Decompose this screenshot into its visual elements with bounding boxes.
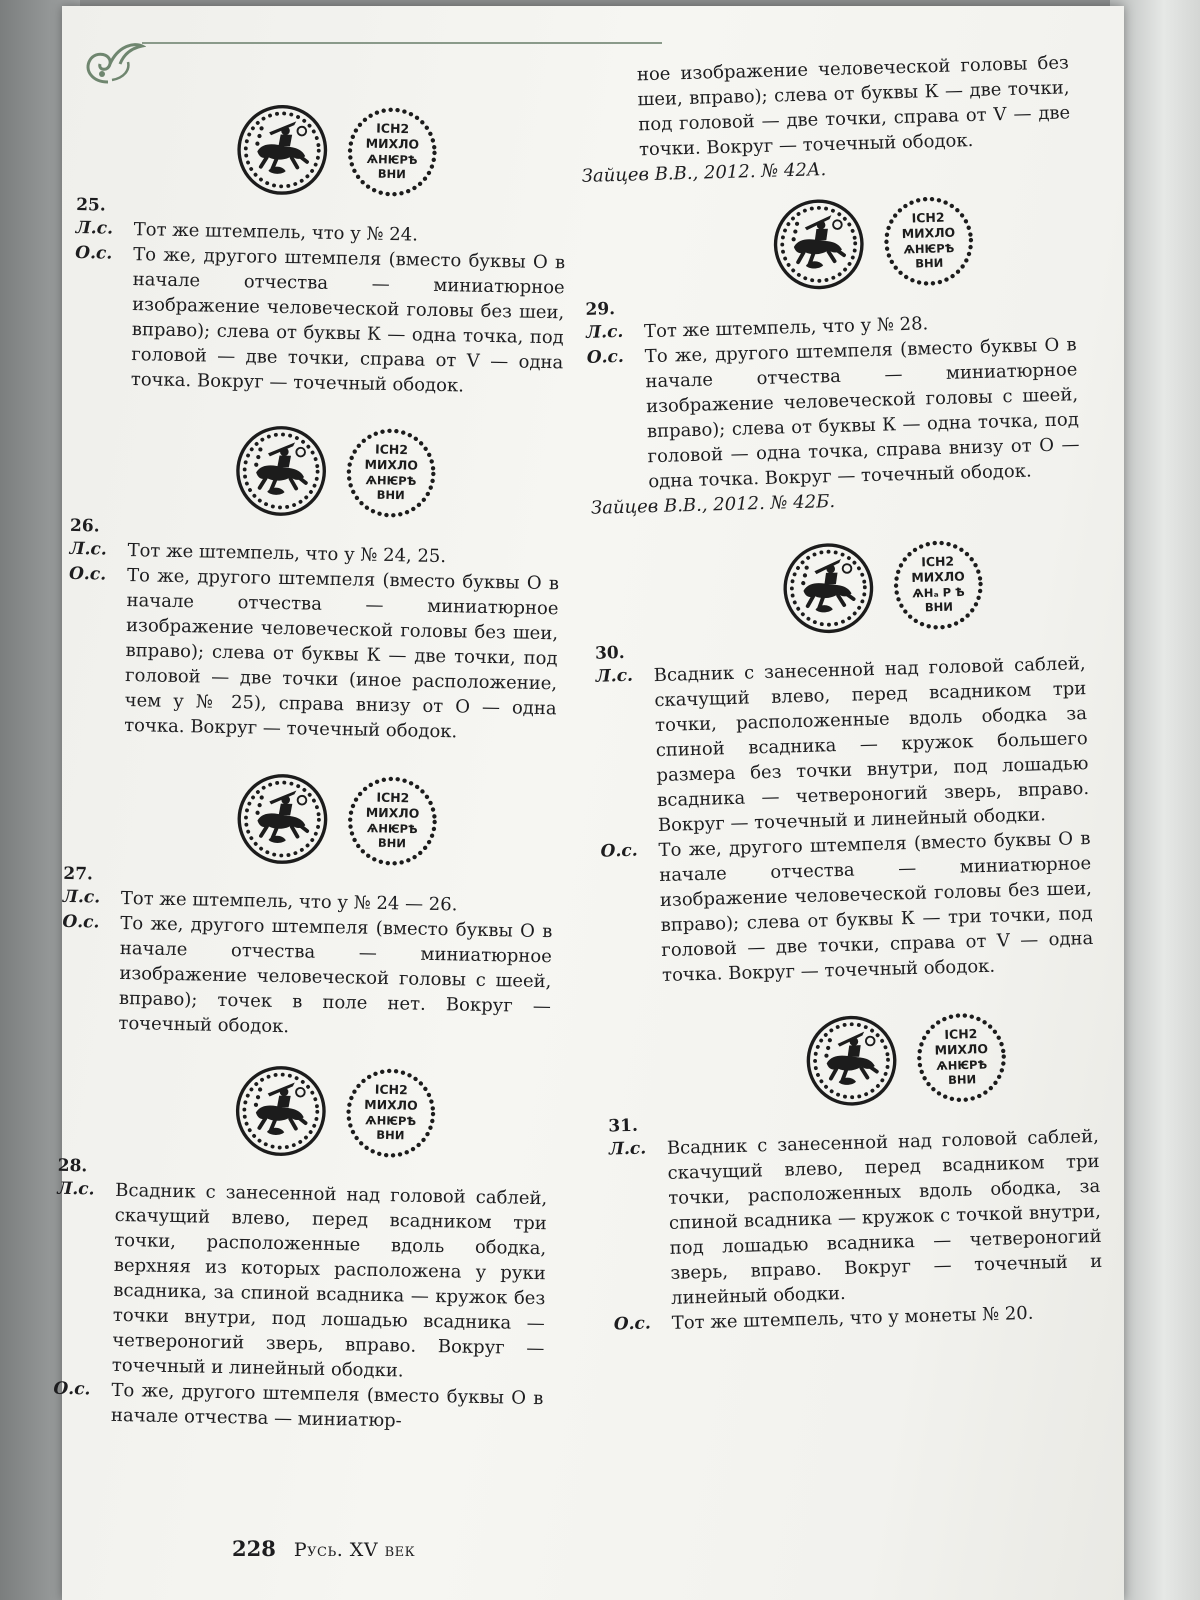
coin-reverse-inscription (342, 424, 440, 522)
coin-legend-line: ВНИ (376, 487, 405, 503)
coin-legend-line: МИХЛО (365, 804, 420, 821)
reverse-label: О.с. (53, 1378, 91, 1400)
catalog-entry-25 (73, 194, 567, 400)
catalog-entry-27 (60, 863, 553, 1044)
coin-legend-line: МИХЛО (365, 135, 420, 152)
coin-legend-line: МИХЛО (934, 1041, 989, 1058)
entry-28-continuation: ное изображение человеческой головы без шеи, вправо); слева от буквы К — две точки, под головой — две точки, справа от V — две точки. Вокруг — точечный ободок. (636, 52, 1071, 161)
coin-legend-line: ѦНѤРѢ (366, 821, 418, 837)
obverse-label: Л.с. (585, 321, 624, 343)
reverse-text: Тот же штемпель, что у монеты № 20. (671, 1302, 1034, 1334)
obverse-text: Всадник с занесенной над головой саблей, скачущий влево, перед всадником три точки, расположенные вдоль ободка, верхняя из которых расположена у руки всадника, за спиной всадника — кружок без точки внутри, под лошадью всадника — четвероногий зверь, вправо. Вокруг — точечный и линейный ободки. (111, 1179, 548, 1382)
coin-legend-line: ІСН2 (911, 209, 945, 226)
obverse-text: Тот же штемпель, что у № 28. (643, 313, 929, 343)
obverse-label: Л.с. (608, 1138, 647, 1160)
coin-pair-29 (583, 189, 1075, 299)
catalog-entry-26 (66, 515, 560, 746)
obverse-label: Л.с. (75, 217, 114, 239)
coin-legend-line: МИХЛО (364, 1096, 418, 1113)
coin-pair-27 (64, 767, 556, 872)
obverse-label: Л.с. (57, 1178, 95, 1200)
coin-legend-line: ВНИ (377, 166, 406, 182)
coin-legend-line: ВНИ (377, 835, 407, 851)
catalog-entry-29 (585, 285, 1081, 521)
catalog-entry-28 (53, 1155, 548, 1436)
page-footer (232, 1536, 415, 1561)
coin-legend-line: ѦНѤРѢ (903, 241, 955, 257)
obverse-text: Тот же штемпель, что у № 24. (133, 219, 419, 246)
coin-pair-31 (605, 1006, 1097, 1116)
coin-legend-line: МИХЛО (901, 224, 956, 242)
coin-obverse-horseman-icon (779, 539, 878, 638)
reverse-label: О.с. (600, 840, 638, 862)
coin-legend-line: ВНИ (915, 255, 944, 271)
coin-reverse-inscription (342, 1064, 440, 1162)
coin-reverse-inscription (912, 1008, 1011, 1107)
reverse-label: О.с. (62, 911, 100, 933)
coin-legend-line: ІСН2 (376, 120, 410, 137)
reverse-label: О.с. (586, 346, 625, 368)
obverse-text: Тот же штемпель, что у № 24 — 26. (120, 887, 458, 916)
coin-legend-line: ІСН2 (376, 789, 410, 806)
bibliographic-reference: Зайцев В.В., 2012. № 42Б. (590, 490, 836, 519)
coin-legend-line: ІСН2 (920, 553, 955, 570)
coin-legend-line: ѦНѤРѢ (365, 473, 417, 489)
coin-reverse-inscription (343, 103, 441, 201)
coin-legend-line: ѦНѤРѢ (366, 152, 418, 168)
catalog-entry-31 (608, 1102, 1104, 1338)
entry-number: 28. (57, 1155, 88, 1177)
reverse-text: То же, другого штемпеля (вместо буквы О в начале отчества — миниатюрное изображение человеческой головы с шеей, вправо); точек в поле нет. Вокруг — точечный ободок. (118, 912, 553, 1038)
coin-legend-line: ВНИ (376, 1127, 405, 1143)
entry-number: 27. (63, 863, 94, 885)
obverse-label: Л.с. (595, 665, 634, 687)
obverse-text: Тот же штемпель, что у № 24, 25. (127, 540, 447, 568)
coin-obverse-horseman-icon (232, 1062, 330, 1160)
left-column (53, 6, 570, 1436)
coin-legend-line: ІСН2 (374, 441, 409, 458)
coin-obverse-horseman-icon (232, 422, 330, 520)
obverse-text: Всадник с занесенной над головой саблей, скачущий влево, перед всадником три точки, расположенные вдоль ободка за спиной всадника — кружок большего размера без точки внутри, под лошадью всадника — четвероногий зверь, вправо. Вокруг — точечный и линейный ободки. (653, 653, 1090, 837)
coin-legend-line: МИХЛО (364, 456, 419, 473)
reverse-label: О.с. (75, 242, 113, 264)
entry-number: 29. (585, 299, 616, 320)
reverse-label: О.с. (613, 1313, 652, 1335)
reverse-text: То же, другого штемпеля (вместо буквы О в начале отчества — миниатюрное изображение человеческой головы без шеи, вправо); слева от буквы К — две точки, под головой — две точки (иное расположение, чем у № 25), справа внизу от О — одна точка. Вокруг — точечный ободок. (123, 565, 560, 743)
coin-obverse-horseman-icon (234, 770, 332, 868)
coin-obverse-horseman-icon (233, 101, 331, 199)
coin-reverse-inscription (343, 772, 441, 870)
coin-legend-line: ѦНѤРѢ (365, 1113, 417, 1129)
entry-number: 30. (594, 642, 625, 664)
bibliographic-reference: Зайцев В.В., 2012. № 42А. (581, 159, 827, 187)
page-number: 228 (232, 1536, 276, 1561)
coin-reverse-inscription (879, 192, 978, 291)
obverse-text: Всадник с занесенной над головой саблей, скачущий влево, перед всадником три точки, расположенных вдоль ободка, за спиной всадника — кружок с точкой внутри, под лошадью всадника — четвероногий зверь, вправо. Вокруг — точечный и линейный ободки. (666, 1125, 1103, 1309)
coin-legend-line: ІСН2 (374, 1081, 408, 1098)
coin-legend-line: МИХЛО (911, 568, 965, 586)
book-page (53, 6, 1124, 1600)
obverse-label: Л.с. (62, 886, 101, 908)
right-column (577, 0, 1104, 1337)
reverse-text: То же, другого штемпеля (вместо буквы О в начале отчества — миниатюрное изображение человеческой головы без шеи, вправо); слева от буквы К — три точки, под головой — две точки, справа от V — одна точка. Вокруг — точечный ободок. (658, 827, 1094, 986)
reverse-text: То же, другого штемпеля (вместо буквы О в начале отчества — миниатюрное изображение человеческой головы с шеей, вправо); слева от буквы К — одна точка, под головой — одна точка, справа внизу от О — одна точка. Вокруг — точечный ободок. (644, 334, 1080, 493)
coin-pair-25 (76, 98, 568, 203)
coin-legend-line: ВНИ (947, 1072, 977, 1087)
entry-number: 25. (75, 194, 106, 216)
coin-legend-line: ѦНѤРѢ (936, 1057, 988, 1073)
coin-reverse-inscription (889, 536, 988, 635)
coin-pair-30 (592, 533, 1084, 643)
reverse-label: О.с. (68, 563, 107, 585)
catalog-entry-30 (595, 629, 1094, 990)
coin-obverse-horseman-icon (802, 1011, 901, 1110)
coin-legend-line: ѦНₐ Р Ѣ (912, 584, 965, 601)
coin-legend-line: ІСН2 (944, 1026, 978, 1042)
coin-obverse-horseman-icon (769, 195, 868, 294)
reverse-text: То же, другого штемпеля (вместо буквы О в начале отчества — миниатюрное изображение человеческой головы без шеи, вправо); слева от буквы К — одна точка, под головой — две точки, справа от V — одна точка. Вокруг — точечный ободок. (130, 244, 566, 397)
running-title: Русь. XV век (293, 1539, 416, 1561)
coin-pair-26 (70, 419, 562, 524)
coin-pair-28 (58, 1059, 550, 1164)
entry-number: 26. (69, 515, 100, 537)
entry-number: 31. (608, 1115, 639, 1137)
reverse-text: То же, другого штемпеля (вместо буквы О в начале отчества — миниатюр- (110, 1379, 544, 1432)
obverse-label: Л.с. (69, 538, 107, 560)
coin-legend-line: ВНИ (924, 599, 954, 615)
